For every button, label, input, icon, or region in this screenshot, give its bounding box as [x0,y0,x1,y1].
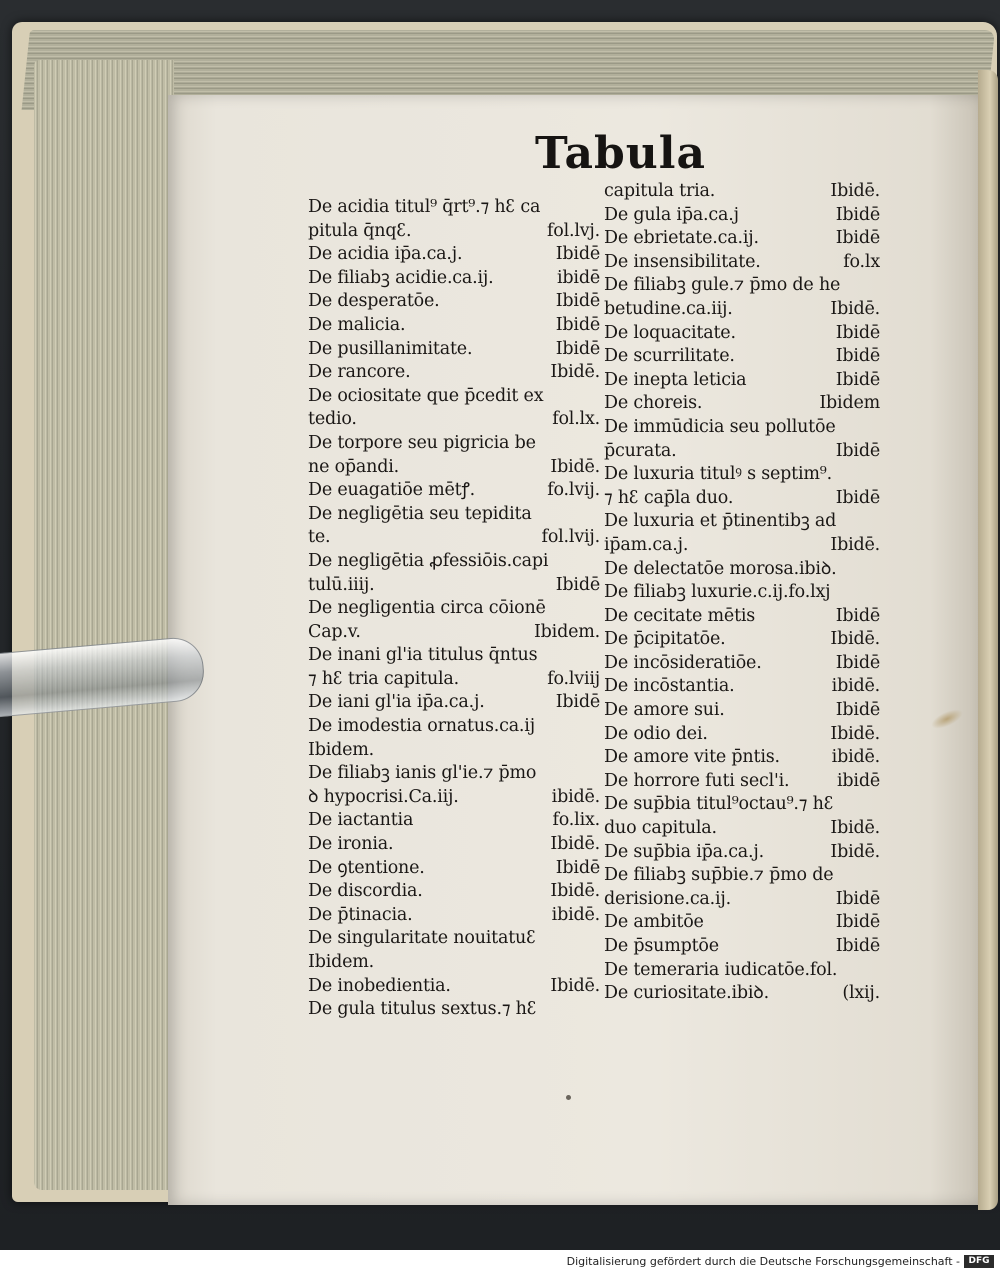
entry-reference: Ibidē. [550,881,600,902]
index-entry [308,621,600,645]
entry-reference: Ibidē [835,322,880,343]
index-entry [308,243,600,267]
entry-title: De amore sui. [604,700,725,721]
index-entry [308,408,600,432]
entry-title: pitula q̄nqꜫ. [308,220,412,241]
entry-title: tulū.iiij. [308,574,375,595]
index-entry [308,597,600,621]
entry-title: De odio dei. [604,723,708,744]
entry-title: De horrore futi secl'i. [604,770,790,791]
entry-reference: Ibidē. [830,298,880,319]
index-entry [308,668,600,692]
entry-title: duo capitula. [604,818,717,839]
entry-title: De filiabꝫ sup̄bie.⁊ p̄mo de [604,865,834,886]
entry-title: derisione.ca.ij. [604,888,732,909]
index-entry [604,534,880,558]
entry-reference: Ibidē. [550,456,600,477]
entry-title: De choreis. [604,393,703,414]
index-entry [308,479,600,503]
ink-dot [566,1095,571,1100]
entry-title: De pusillanimitate. [308,338,473,359]
index-entry [308,904,600,928]
index-entry [308,290,600,314]
index-entry [604,369,880,393]
index-entry [308,267,600,291]
entry-reference: Ibidē [555,244,600,265]
entry-reference: Ibidē. [830,629,880,650]
dfg-logo: DFG [964,1255,994,1268]
entry-title: De sup̄bia titul⁹octau⁹.⁊ hꜫ [604,794,834,815]
entry-reference: Ibidē [835,912,880,933]
entry-title: De acidia ip̄a.ca.j. [308,244,463,265]
entry-reference: Ibidē. [550,362,600,383]
index-entry [604,888,880,912]
index-entry [604,817,880,841]
entry-title: De cecitate mētis [604,605,756,626]
index-entry [308,644,600,668]
entry-reference: fo.lviij [547,668,600,689]
index-entry [604,841,880,865]
entry-title: De ironia. [308,834,394,855]
entry-reference: Ibidē [555,574,600,595]
entry-title: De p̄sumptōe [604,936,719,956]
entry-title: De filiabꝫ gule.⁊ p̄mo de he [604,275,841,296]
entry-reference: ibidē. [831,747,880,768]
entry-title: p̄curata. [604,440,677,461]
entry-title: De p̄cipitatōe. [604,629,726,650]
entry-title: De delectatōe morosa.ibiꝺ. [604,558,837,579]
index-entry [308,503,600,527]
entry-reference: Ibidem [819,393,880,414]
entry-reference: Ibidē [555,314,600,335]
index-entry [604,864,880,888]
entry-title: De discordia. [308,881,423,902]
page-heading: Tabula [535,128,707,179]
entry-reference: fo.lvij. [547,480,600,501]
index-entry [308,857,600,881]
entry-reference: Ibidē. [830,534,880,555]
entry-title: De luxuria titulꝰ s septim⁹. [604,464,832,485]
index-entry [604,699,880,723]
entry-reference: Ibidē [835,228,880,249]
entry-reference: Ibidē. [830,181,880,201]
entry-reference: Ibidem. [533,621,600,642]
entry-title: De rancore. [308,362,411,383]
entry-title: ꝺ hypocrisi.Ca.iij. [308,786,459,807]
footer-bar [0,1250,1000,1273]
entry-title: ne op̄andi. [308,456,399,477]
entry-title: ip̄am.ca.j. [604,534,689,555]
funding-credit: Digitalisierung gefördert durch die Deutsche Forschungsgemeinschaft - [566,1255,960,1268]
entry-reference: Ibidē. [550,975,600,996]
entry-reference: Ibidē [835,936,880,956]
entry-title: De singularitate nouitatuꜫ [308,928,536,949]
index-entry [604,982,880,1006]
entry-reference: fol.lvj. [546,220,600,241]
index-entry [308,927,600,951]
index-entry [308,196,600,220]
index-entry [604,274,880,298]
entry-title: capitula tria. [604,181,716,201]
index-entry [604,463,880,487]
index-entry [604,959,880,983]
entry-title: De gula titulus sextus.⁊ hꜫ [308,999,537,1020]
index-entry [308,975,600,999]
entry-title: De inani gl'ia titulus q̄ntus [308,645,538,666]
entry-title: De malicia. [308,314,406,335]
index-entry [308,385,600,409]
entry-title: tedio. [308,409,357,430]
book-spine-edge [978,70,998,1210]
index-entry [308,809,600,833]
entry-reference: Ibidē. [550,834,600,855]
entry-reference: Ibidē [555,857,600,878]
entry-title: De luxuria et p̄tinentibꝫ ad [604,511,837,532]
entry-title: De insensibilitate. [604,251,761,272]
entry-title: betudine.ca.iij. [604,298,733,319]
index-entry [604,392,880,416]
index-entry [308,998,600,1022]
index-entry [308,432,600,456]
entry-reference: fol.lvij. [541,527,600,548]
index-entry [308,880,600,904]
index-entry [604,723,880,747]
entry-title: De sup̄bia ip̄a.ca.j. [604,841,764,862]
index-entry [308,361,600,385]
index-entry [308,762,600,786]
index-entry [308,739,600,763]
entry-reference: fo.lx [843,251,880,272]
entry-title: De loquacitate. [604,322,736,343]
entry-title: De incōsideratiōe. [604,652,762,673]
index-entry [308,314,600,338]
entry-title: De iani gl'ia ip̄a.ca.j. [308,692,485,713]
index-entry [308,456,600,480]
entry-title: Ibidem. [308,952,375,972]
entry-title: De ꝯtentione. [308,857,425,878]
entry-title: De negligētia seu tepidita [308,503,532,524]
entry-title: Cap.v. [308,621,361,642]
entry-reference: Ibidē [835,440,880,461]
entry-reference: fo.lix. [552,810,600,831]
entry-title: De immūdicia seu pollutōe [604,416,836,437]
index-entry [604,298,880,322]
index-entry [604,652,880,676]
entry-reference: Ibidē [835,204,880,225]
index-entry [604,911,880,935]
entry-title: De gula ip̄a.ca.j [604,204,739,225]
index-entry [308,550,600,574]
index-entry [308,951,600,975]
index-entry [604,793,880,817]
entry-reference: Ibidē. [830,841,880,862]
entry-title: Ibidem. [308,739,375,760]
entry-reference: fol.lx. [552,409,600,430]
index-entry [604,251,880,275]
entry-reference: Ibidē. [830,818,880,839]
entry-title: De euagatiōe mētꝭ. [308,480,475,501]
entry-reference: ibidē [837,770,880,791]
index-entry [604,605,880,629]
entry-title: De acidia titul⁹ q̄rt⁹.⁊ hꜫ ca [308,197,541,217]
index-entry [604,628,880,652]
index-entry [308,715,600,739]
index-entry [604,345,880,369]
entry-reference: Ibidē [555,692,600,713]
index-entry [308,526,600,550]
index-entry [604,180,880,204]
index-entry [604,204,880,228]
entry-title: De iactantia [308,810,414,831]
entry-reference: Ibidē [835,888,880,909]
entry-reference: ibidē [557,267,600,288]
entry-reference: Ibidē [835,487,880,508]
entry-title: De filiabꝫ ianis gl'ie.⁊ p̄mo [308,763,537,784]
entry-title: ⁊ hꜫ cap̄la duo. [604,487,734,508]
index-entry [308,338,600,362]
index-entry [604,770,880,794]
entry-reference: Ibidē [835,700,880,721]
index-column-left [308,196,600,1022]
entry-title: De inobedientia. [308,975,451,996]
page-edges-left [34,60,174,1190]
entry-title: De negligentia circa cōionē [308,598,546,619]
index-entry [604,416,880,440]
entry-title: De scurrilitate. [604,346,735,367]
entry-title: De imodestia ornatus.ca.ij [308,716,535,737]
entry-reference: Ibidē [835,369,880,390]
index-entry [308,833,600,857]
index-entry [604,746,880,770]
entry-title: De negligētia ꝓfessiōis.capi [308,550,549,571]
entry-reference: (lxij. [842,983,880,1004]
entry-title: De ambitōe [604,912,704,933]
index-column-right [604,180,880,1006]
entry-title: De filiabꝫ acidie.ca.ij. [308,267,494,288]
entry-title: De amore vite p̄ntis. [604,747,780,768]
entry-title: De p̄tinacia. [308,904,413,925]
index-entry [308,786,600,810]
index-entry [604,487,880,511]
entry-title: De ociositate que p̄cedit ex [308,385,544,406]
entry-title: ⁊ hꜫ tria capitula. [308,668,460,689]
index-entry [604,558,880,582]
entry-reference: Ibidē [835,346,880,367]
index-entry [604,935,880,959]
entry-reference: ibidē. [551,904,600,925]
index-entry [308,220,600,244]
entry-title: De incōstantia. [604,676,735,697]
index-entry [604,322,880,346]
index-entry [308,691,600,715]
entry-reference: ibidē. [831,676,880,697]
index-entry [604,227,880,251]
entry-title: De torpore seu pigricia be [308,432,536,453]
index-entry [604,510,880,534]
index-entry [604,440,880,464]
index-entry [604,581,880,605]
index-entry [604,675,880,699]
entry-title: De inepta leticia [604,369,747,390]
entry-title: De desperatōe. [308,291,440,312]
entry-title: De ebrietate.ca.ij. [604,228,759,249]
entry-reference: ibidē. [551,786,600,807]
entry-reference: Ibidē [835,652,880,673]
entry-reference: Ibidē. [830,723,880,744]
entry-title: te. [308,527,331,548]
entry-reference: Ibidē [555,338,600,359]
entry-reference: Ibidē [835,605,880,626]
entry-reference: Ibidē [555,291,600,312]
entry-title: De filiabꝫ luxurie.c.ij.fo.lxj [604,582,831,603]
entry-title: De temeraria iudicatōe.fol. [604,959,838,980]
index-entry [308,574,600,598]
entry-title: De curiositate.ibiꝺ. [604,983,769,1004]
